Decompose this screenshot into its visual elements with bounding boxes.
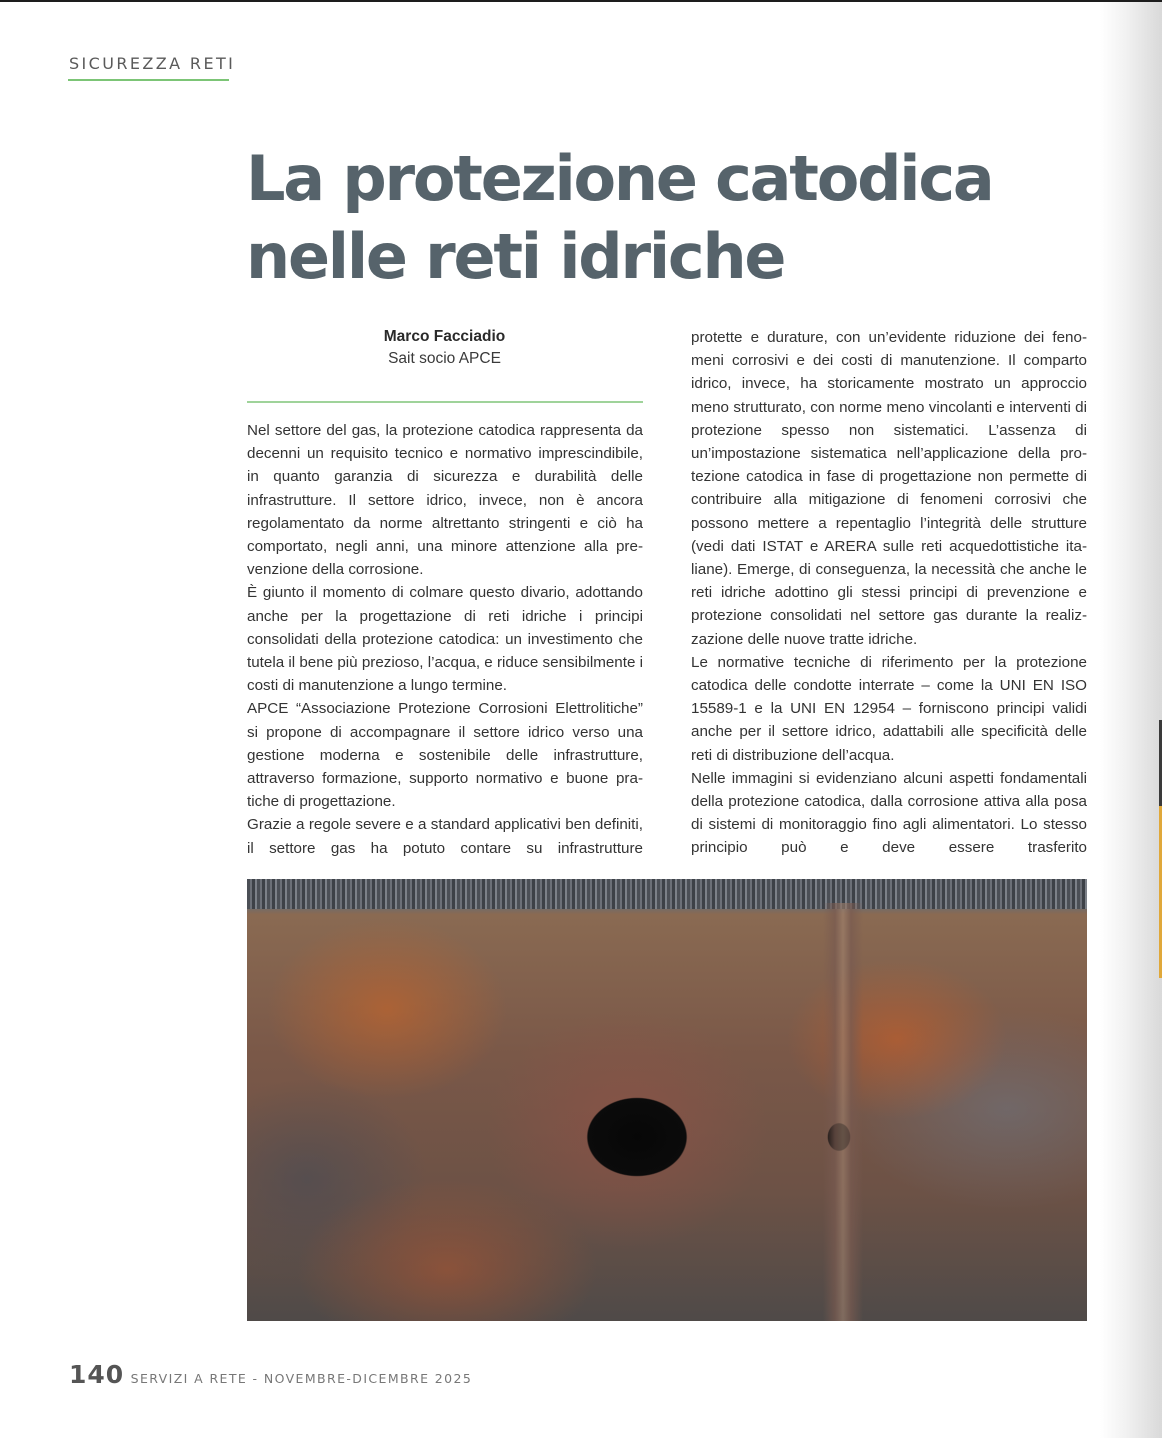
author-name: Marco Facciadio	[383, 328, 506, 345]
top-edge	[0, 0, 1162, 2]
paragraph: È giunto il momento di colmare questo divario, adottando anche per la progettazione di reti idriche i principi consolidati della protezione catodica: un investimento che tutela il bene più prezioso, l’acqua, e riduce sensibilmente i costi di manutenzione a lungo termine.	[247, 584, 643, 695]
title-line-1: La protezione catodica	[246, 142, 993, 215]
author-affiliation: Sait socio APCE	[388, 350, 501, 367]
body-column-right	[691, 326, 1087, 860]
paragraph: Nel settore del gas, la protezione catodica rappresenta da decenni un requisito tecnico e normativo imprescindibile, in quanto garanzia di sicurezza e durabilità delle infrastrutture. Il settore idrico, invece, non è ancora regolamentato da norme altrettanto stringenti e ciò ha comportato, negli anni, una minore attenzione alla prevenzione della corrosione.	[247, 422, 643, 579]
page-gutter-shadow	[1100, 2, 1162, 1438]
article-title	[246, 140, 1006, 296]
page-footer	[69, 1360, 472, 1389]
paragraph: Grazie a regole severe e a standard applicativi ben definiti, il settore gas ha potuto contare su infrastrutture	[247, 816, 643, 857]
paragraph: APCE “Associazione Protezione Corrosioni Elettrolitiche” si propone di accompagnare il settore idrico verso una gestione moderna e sostenibile delle infrastrutture, attraverso formazione, supporto normativo e buone pratiche di progettazione.	[247, 700, 643, 811]
title-line-2: nelle reti idriche	[246, 220, 785, 293]
body-column-left	[247, 419, 643, 860]
section-label: SICUREZZA RETI	[69, 54, 236, 73]
paragraph: Le normative tecniche di riferimento per la protezione catodica delle condotte interrate – come la UNI EN ISO 15589-1 e la UNI EN 12954 – forniscono principi validi anche per il settore idrico, adattabili alle specificità delle reti di distribuzione dell’acqua.	[691, 653, 1087, 764]
paragraph: protette e durature, con un’evidente riduzione dei fenomeni corrosivi e dei costi di manutenzione. Il comparto idrico, invece, ha storicamente mostrato un approccio meno strutturato, con norme meno vincolanti e interventi di protezione spesso non sistematici. L’assenza di un’impostazione sistematica nell’applicazione della protezione catodica in fase di progettazione non permette di contribuire alla mitigazione di fenomeni corrosivi che possono mettere a repentaglio l’integrità delle strutture (vedi dati ISTAT e ARERA sulle reti acquedottistiche italiane). Emerge, di conseguenza, la necessità che anche le reti idriche adottino gli stessi principi di prevenzione e protezione consolidati nel settore gas durante la realizzazione delle nuove tratte idriche.	[691, 329, 1087, 648]
byline	[246, 326, 643, 370]
publication-info: SERVIZI A RETE - NOVEMBRE-DICEMBRE 2025	[130, 1371, 473, 1386]
photo-weld-seam	[823, 903, 863, 1321]
photo-gravel-background	[247, 879, 1087, 909]
section-underline	[68, 79, 229, 81]
paragraph: Nelle immagini si evidenziano alcuni aspetti fondamentali della protezione catodica, dalla corrosione attiva alla posa di sistemi di monitoraggio fino agli alimentatori. Lo stesso principio può e deve essere trasferito	[691, 769, 1087, 857]
page-number: 140	[69, 1360, 125, 1389]
byline-divider	[247, 401, 643, 403]
corroded-pipe-photo	[247, 879, 1087, 1321]
